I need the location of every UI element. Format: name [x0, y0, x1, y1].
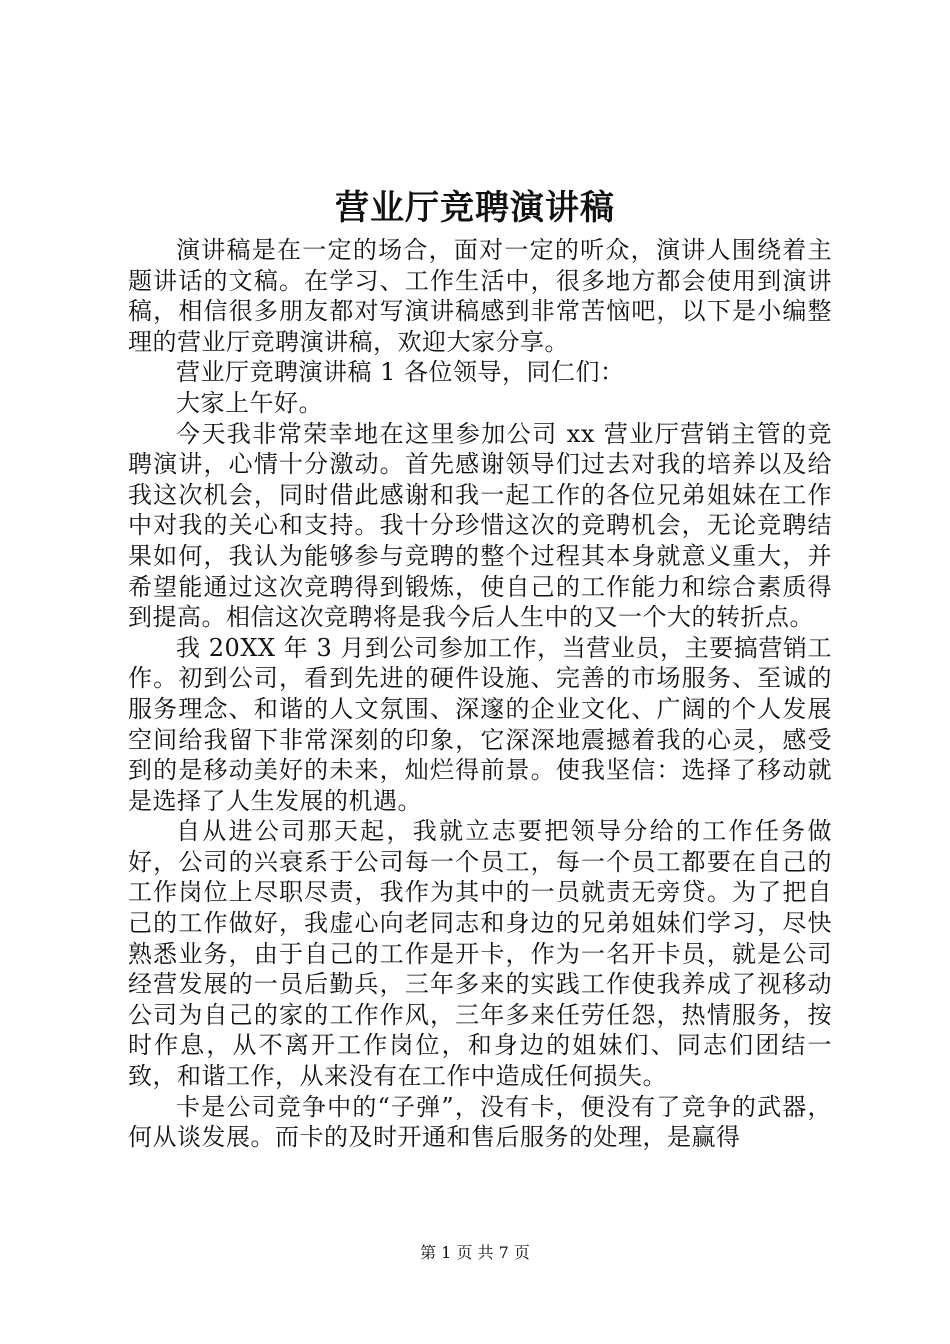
document-body	[128, 235, 832, 1153]
paragraph-opening: 今天我非常荣幸地在这里参加公司 xx 营业厅营销主管的竞聘演讲，心情十分激动。首先感谢领导们过去对我的培养以及给我这次机会，同时借此感谢和我一起工作的各位兄弟姐妹在工作中对我的关心和支持。我十分珍惜这次的竞聘机会，无论竞聘结果如何，我认为能够参与竞聘的整个过程其本身就意义重大，并希望能通过这次竞聘得到锻炼，使自己的工作能力和综合素质得到提高。相信这次竞聘将是我今后人生中的又一个大的转折点。	[128, 419, 832, 632]
paragraph-cards: 卡是公司竞争中的“子弹”，没有卡，便没有了竞争的武器，何从谈发展。而卡的及时开通和售后服务的处理，是赢得	[128, 1092, 832, 1152]
paragraph-greeting: 大家上午好。	[176, 388, 323, 417]
page-footer: 第 1 页 共 7 页	[420, 1243, 530, 1262]
paragraph-background: 我 20XX 年 3 月到公司参加工作，当营业员，主要搞营销工作。初到公司，看到先进的硬件设施、完善的市场服务、至诚的服务理念、和谐的人文氛围、深邃的企业文化、广阔的个人发展空间给我留下非常深刻的印象，它深深地震撼着我的心灵，感受到的是移动美好的未来，灿烂得前景。使我坚信：选择了移动就是选择了人生发展的机遇。	[128, 633, 832, 815]
document-title: 营业厅竞聘演讲稿	[335, 188, 615, 228]
paragraph-intro: 演讲稿是在一定的场合，面对一定的听众，演讲人围绕着主题讲话的文稿。在学习、工作生活中，很多地方都会使用到演讲稿，相信很多朋友都对写演讲稿感到非常苦恼吧，以下是小编整理的营业厅竞聘演讲稿，欢迎大家分享。	[128, 236, 832, 356]
paragraph-salutation: 营业厅竞聘演讲稿 1 各位领导，同仁们：	[176, 358, 625, 387]
paragraph-dedication: 自从进公司那天起，我就立志要把领导分给的工作任务做好，公司的兴衰系于公司每一个员工，每一个员工都要在自己的工作岗位上尽职尽责，我作为其中的一员就责无旁贷。为了把自己的工作做好，我虚心向老同志和身边的兄弟姐妹们学习，尽快熟悉业务，由于自己的工作是开卡，作为一名开卡员，就是公司经营发展的一员后勤兵，三年多来的实践工作使我养成了视移动公司为自己的家的工作作风，三年多来任劳任怨，热情服务，按时作息，从不离开工作岗位，和身边的姐妹们、同志们团结一致，和谐工作，从来没有在工作中造成任何损失。	[128, 817, 832, 1091]
